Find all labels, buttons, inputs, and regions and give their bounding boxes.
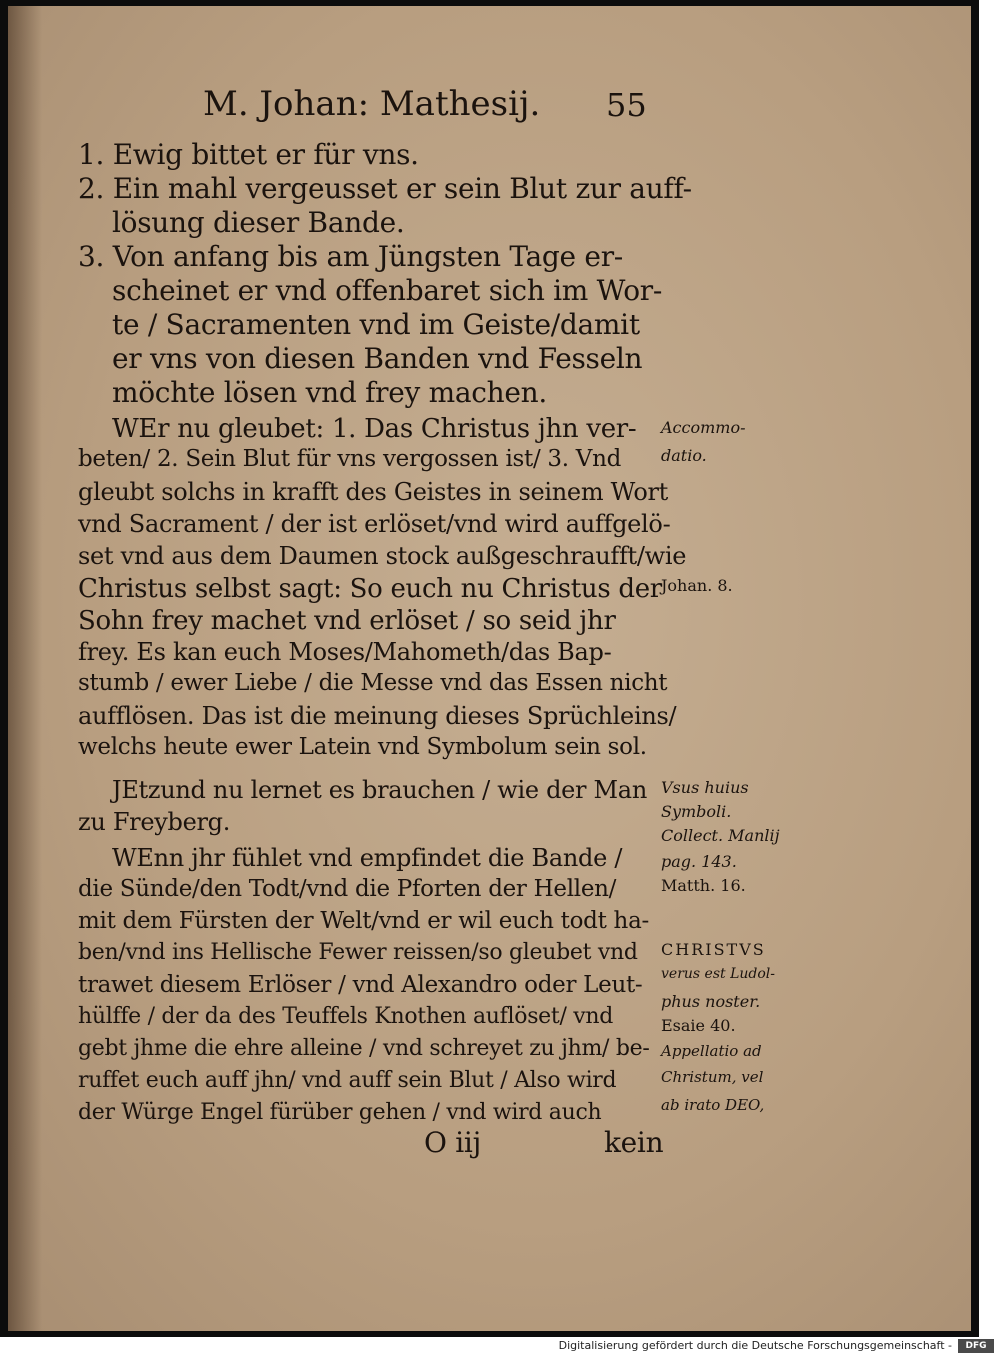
body-line: der Würge Engel fürüber gehen / vnd wird auch bbox=[78, 1100, 602, 1125]
body-line: Christus selbst sagt: So euch nu Christus der bbox=[78, 574, 662, 604]
page-gutter-shadow bbox=[8, 6, 42, 1331]
margin-note: phus noster. bbox=[661, 992, 761, 1011]
running-head: M. Johan: Mathesij. bbox=[203, 84, 541, 124]
margin-note: Johan. 8. bbox=[661, 576, 733, 595]
page-number: 55 bbox=[606, 86, 647, 124]
body-line: mit dem Fürsten der Welt/vnd er wil euch todt ha- bbox=[78, 908, 649, 934]
body-line: möchte lösen vnd frey machen. bbox=[112, 376, 548, 409]
body-line: gleubt solchs in krafft des Geistes in seinem Wort bbox=[78, 478, 669, 506]
body-line: lösung dieser Bande. bbox=[112, 206, 405, 239]
margin-note: Matth. 16. bbox=[661, 876, 746, 895]
margin-note: Accommo- bbox=[661, 418, 746, 437]
body-line: vnd Sacrament / der ist erlöset/vnd wird auffgelö- bbox=[78, 510, 671, 538]
margin-note: Appellatio ad bbox=[661, 1042, 762, 1060]
margin-note: Esaie 40. bbox=[661, 1016, 736, 1035]
body-line: JEtzund nu lernet es brauchen / wie der Man bbox=[112, 776, 647, 804]
signature-mark: O iij bbox=[424, 1126, 481, 1159]
body-line: welchs heute ewer Latein vnd Symbolum sein sol. bbox=[78, 734, 647, 760]
body-line: er vns von diesen Banden vnd Fesseln bbox=[112, 342, 643, 375]
body-line: ben/vnd ins Hellische Fewer reissen/so gleubet vnd bbox=[78, 940, 638, 965]
margin-note: Christum, vel bbox=[661, 1068, 764, 1086]
dfg-logo: DFG bbox=[958, 1339, 994, 1353]
footer-credit: Digitalisierung gefördert durch die Deutsche Forschungsgemeinschaft - bbox=[558, 1339, 952, 1352]
body-line: te / Sacramenten vnd im Geiste/damit bbox=[112, 308, 640, 341]
margin-note: Collect. Manlij bbox=[661, 826, 780, 845]
margin-note: CHRISTVS bbox=[661, 940, 766, 959]
body-line: aufflösen. Das ist die meinung dieses Sprüchleins/ bbox=[78, 702, 677, 730]
margin-note: verus est Ludol- bbox=[661, 966, 775, 982]
margin-note: datio. bbox=[661, 446, 707, 465]
margin-note: ab irato DEO, bbox=[661, 1096, 765, 1114]
body-line: zu Freyberg. bbox=[78, 808, 231, 836]
book-page bbox=[8, 6, 971, 1331]
body-line: ruffet euch auff jhn/ vnd auff sein Blut / Also wird bbox=[78, 1068, 617, 1093]
body-line: frey. Es kan euch Moses/Mahometh/das Bap- bbox=[78, 638, 612, 666]
body-line: beten/ 2. Sein Blut für vns vergossen ist/ 3. Vnd bbox=[78, 446, 622, 472]
body-line: set vnd aus dem Daumen stock außgeschraufft/wie bbox=[78, 542, 687, 570]
body-line: WEr nu gleubet: 1. Das Christus jhn ver- bbox=[112, 414, 637, 444]
margin-note: pag. 143. bbox=[661, 852, 737, 871]
body-line: gebt jhme die ehre alleine / vnd schreyet zu jhm/ be- bbox=[78, 1036, 650, 1061]
body-line: Sohn frey machet vnd erlöset / so seid jhr bbox=[78, 606, 616, 636]
body-line: hülffe / der da des Teuffels Knothen auflöset/ vnd bbox=[78, 1004, 614, 1029]
body-line: WEnn jhr fühlet vnd empfindet die Bande / bbox=[112, 844, 623, 872]
body-line: 3. Von anfang bis am Jüngsten Tage er- bbox=[78, 240, 623, 273]
body-line: die Sünde/den Todt/vnd die Pforten der Hellen/ bbox=[78, 876, 617, 902]
body-line: stumb / ewer Liebe / die Messe vnd das Essen nicht bbox=[78, 670, 668, 696]
footer-bar bbox=[0, 1337, 1000, 1357]
catchword: kein bbox=[604, 1126, 664, 1159]
body-line: trawet diesem Erlöser / vnd Alexandro oder Leut- bbox=[78, 972, 643, 998]
margin-note: Symboli. bbox=[661, 802, 732, 821]
body-line: scheinet er vnd offenbaret sich im Wor- bbox=[112, 274, 663, 307]
body-line: 2. Ein mahl vergeusset er sein Blut zur auff- bbox=[78, 172, 692, 205]
margin-note: Vsus huius bbox=[661, 778, 749, 797]
body-line: 1. Ewig bittet er für vns. bbox=[78, 138, 419, 171]
